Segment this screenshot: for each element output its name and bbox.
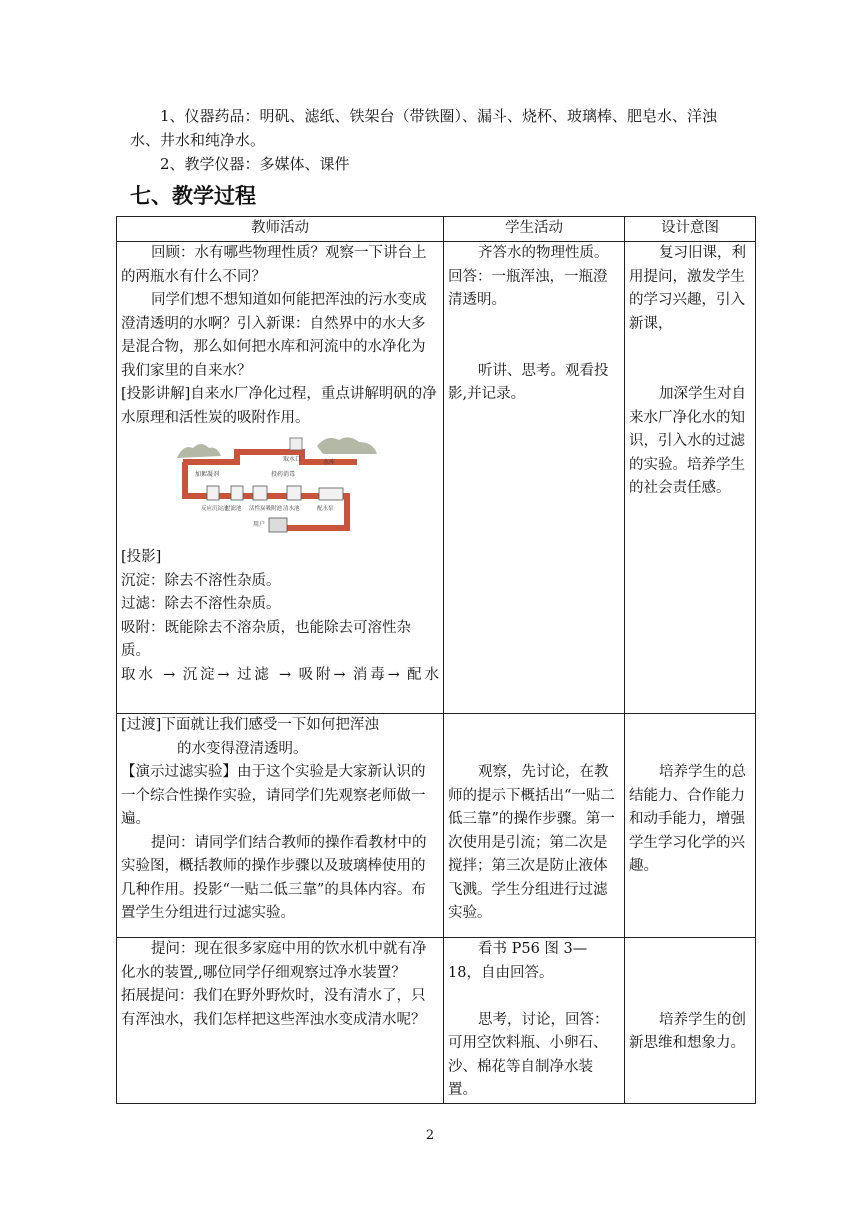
process-flow: 取水 → 沉淀→ 过滤 → 吸附→ 消毒→ 配水 — [121, 666, 439, 683]
teacher-text: 提问：请同学们结合教师的操作看教材中的实验图，概括教师的操作步骤以及玻璃棒使用的几种作用。投影“一贴二低三靠”的具体内容。布置学生分组进行过滤实验。 — [121, 834, 427, 921]
diagram-label: 取水口 — [283, 456, 302, 463]
materials-section — [130, 104, 740, 176]
teacher-text: 提问：现在很多家庭中用的饮水机中就有净化水的装置,,哪位同学仔细观察过净水装置？ — [121, 941, 427, 981]
diagram-label: 用户 — [253, 521, 266, 528]
table-row — [117, 938, 756, 1104]
teacher-text: 同学们想不想知道如何能把浑浊的污水变成澄清透明的水啊？引入新课：自然界中的水大多是混合物，那么如何把水库和河流中的水净化为我们家里的自来水？ — [121, 292, 427, 379]
teacher-text: [过渡]下面就让我们感受一下如何把浑浊 — [121, 717, 379, 733]
diagram-label: 清水池 — [283, 506, 300, 512]
header-intent: 设计意图 — [625, 217, 756, 242]
intent-cell — [625, 714, 756, 938]
teacher-text: 【演示过滤实验】由于这个实验是大家新认识的一个综合性操作实验，请同学们先观察老师做一遍。 — [121, 764, 426, 827]
diagram-label: 水库 — [323, 459, 336, 466]
table-row — [117, 714, 756, 938]
diagram-label: 过滤池 — [225, 506, 242, 512]
teacher-text: 拓展提问：我们在野外野炊时，没有清水了，只有浑浊水，我们怎样把这些浑浊水变成清水呢？ — [121, 988, 426, 1028]
student-cell — [444, 714, 625, 938]
teacher-text: 过滤：除去不溶性杂质。 — [121, 596, 281, 612]
teacher-cell — [117, 714, 444, 938]
teacher-text: [投影] — [121, 549, 162, 565]
student-text: 回答：一瓶浑浊，一瓶澄清透明。 — [448, 268, 608, 308]
intent-text: 培养学生的总结能力、合作能力和动手能力，增强学生学习化学的兴趣。 — [629, 764, 746, 874]
student-text: 齐答水的物理性质。 — [478, 245, 609, 261]
student-text: 观察，先讨论，在教师的提示下概括出“一贴二低三靠”的操作步骤。第一次使用是引流；第二次是搅拌；第三次是防止液体飞溅。学生分组进行过滤实验。 — [448, 764, 615, 921]
teacher-text: 的水变得澄清透明。 — [177, 740, 308, 757]
student-text: 听讲、思考。观看投影,并记录。 — [448, 362, 609, 402]
intent-text: 复习旧课，利用提问，激发学生的学习兴趣，引入新课， — [629, 245, 746, 332]
section-title: 七、教学过程 — [130, 184, 256, 208]
header-student: 学生活动 — [444, 217, 625, 242]
teacher-text: 回顾：水有哪些物理性质？观察一下讲台上的两瓶水有什么不同？ — [121, 245, 427, 285]
intent-cell — [625, 938, 756, 1104]
student-text: 思考，讨论，回答：可用空饮料瓶、小卵石、沙、棉花等自制净水装置。 — [448, 1011, 609, 1098]
table-header-row — [117, 217, 756, 242]
student-cell — [444, 938, 625, 1104]
teaching-process-table — [116, 216, 756, 1104]
diagram-label: 配水泵 — [317, 506, 334, 512]
teacher-text: 吸附：既能除去不溶杂质，也能除去可溶性杂质。 — [121, 619, 411, 659]
diagram-label: 活性炭吸附池 — [249, 506, 283, 512]
header-teacher: 教师活动 — [117, 217, 444, 242]
teacher-cell — [117, 938, 444, 1104]
diagram-label: 加絮凝剂 — [195, 471, 220, 478]
materials-line: 1、仪器药品：明矾、滤纸、铁架台（带铁圈）、漏斗、烧杯、玻璃棒、肥皂水、洋浊水、井水和纯净水。 — [130, 107, 718, 149]
teacher-cell — [117, 242, 444, 714]
page-number: 2 — [425, 1128, 435, 1143]
intent-text: 加深学生对自来水厂净化水的知识，引入水的过滤的实验。培养学生的社会责任感。 — [629, 386, 746, 496]
intent-cell — [625, 242, 756, 714]
table-row — [117, 242, 756, 714]
student-cell — [444, 242, 625, 714]
diagram-label: 投药消毒 — [271, 471, 296, 478]
equipment-line: 2、教学仪器：多媒体、课件 — [160, 155, 350, 173]
teacher-text: [投影讲解]自来水厂净化过程，重点讲解明矾的净水原理和活性炭的吸附作用。 — [121, 386, 437, 426]
intent-text: 培养学生的创新思维和想象力。 — [629, 1011, 746, 1051]
water-plant-diagram — [177, 434, 377, 540]
diagram-label: 反应沉淀池 — [201, 506, 229, 512]
teacher-text: 沉淀：除去不溶性杂质。 — [121, 572, 281, 589]
student-text: 看书 P56 图 3—18，自由回答。 — [448, 941, 588, 981]
